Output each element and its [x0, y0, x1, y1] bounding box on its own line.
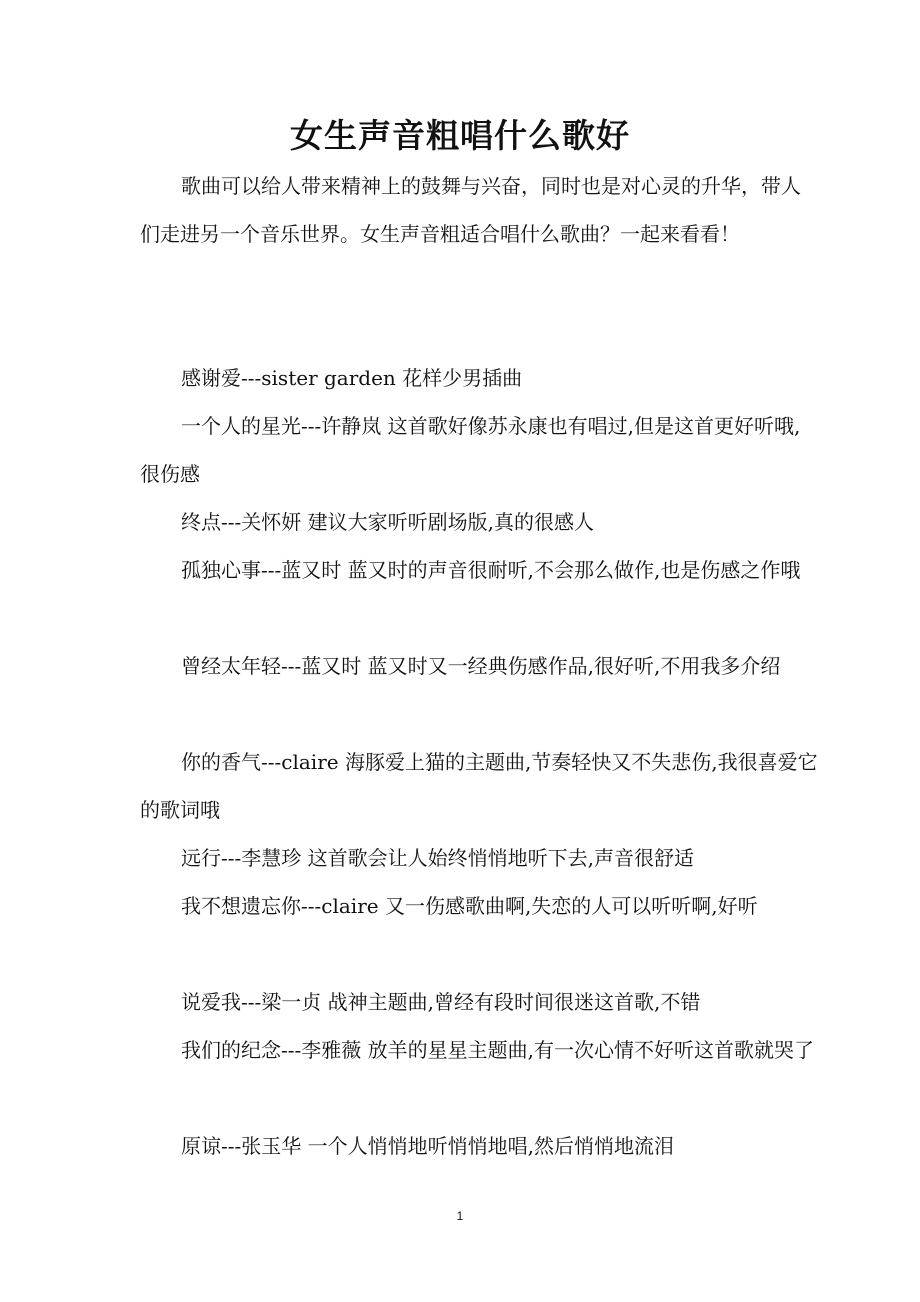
song-item-2: 一个人的星光---许静岚 这首歌好像苏永康也有唱过,但是这首更好听哦,很伤感 — [140, 414, 801, 486]
song-item-10: 我们的纪念---李雅薇 放羊的星星主题曲,有一次心情不好听这首歌就哭了 — [181, 1038, 814, 1062]
song-item-9: 说爱我---梁一贞 战神主题曲,曾经有段时间很迷这首歌,不错 — [181, 990, 701, 1014]
song-item-6: 你的香气---claire 海豚爱上猫的主题曲,节奏轻快又不失悲伤,我很喜爱它的歌词哦 — [140, 750, 818, 822]
page-number: 1 — [456, 1209, 464, 1223]
song-item-8: 我不想遗忘你---claire 又一伤感歌曲啊,失恋的人可以听听啊,好听 — [181, 894, 758, 918]
song-item-4: 孤独心事---蓝又时 蓝又时的声音很耐听,不会那么做作,也是伤感之作哦 — [181, 558, 801, 582]
intro-paragraph: 歌曲可以给人带来精神上的鼓舞与兴奋，同时也是对心灵的升华，带人们走进另一个音乐世界。女生声音粗适合唱什么歌曲？一起来看看！ — [140, 174, 801, 246]
page-title: 女生声音粗唱什么歌好 — [290, 116, 630, 155]
song-item-7: 远行---李慧珍 这首歌会让人始终悄悄地听下去,声音很舒适 — [181, 846, 694, 870]
song-item-5: 曾经太年轻---蓝又时 蓝又时又一经典伤感作品,很好听,不用我多介绍 — [181, 654, 781, 678]
song-item-1: 感谢爱---sister garden 花样少男插曲 — [181, 366, 523, 390]
song-item-3: 终点---关怀妍 建议大家听听剧场版,真的很感人 — [181, 510, 594, 534]
song-item-11: 原谅---张玉华 一个人悄悄地听悄悄地唱,然后悄悄地流泪 — [181, 1134, 674, 1158]
